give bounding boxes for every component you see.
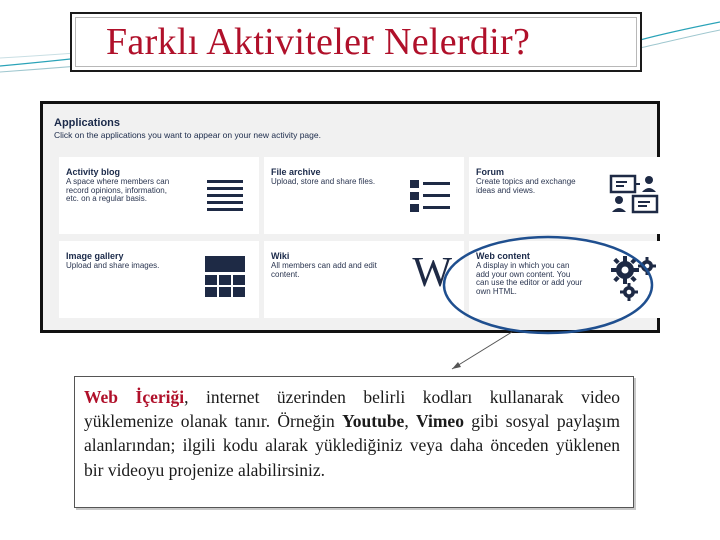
- tile-title: Forum: [476, 167, 504, 177]
- description-comma: ,: [404, 411, 416, 432]
- tile-wiki[interactable]: [264, 241, 464, 318]
- wiki-w-icon: W: [412, 250, 452, 296]
- applications-grid: [59, 157, 657, 321]
- forum-chat-icon: [607, 168, 663, 220]
- applications-heading: Applications: [54, 117, 121, 129]
- gallery-grid-icon: [197, 252, 253, 304]
- gears-icon: [607, 252, 663, 304]
- blog-list-icon: [197, 168, 253, 220]
- tile-web-content[interactable]: [469, 241, 669, 318]
- tile-title: Web content: [476, 251, 530, 261]
- term-youtube: Youtube: [342, 411, 405, 432]
- tile-title: Wiki: [271, 251, 290, 261]
- file-list-icon: [402, 168, 458, 220]
- term-vimeo: Vimeo: [416, 411, 464, 432]
- tile-file-archive[interactable]: [264, 157, 464, 234]
- slide-title: Farklı Aktiviteler Nelerdir?: [106, 21, 531, 63]
- description-text-2: gibi sosyal paylaşım alanlarından; ilgili kodu alarak yüklediğiniz veya daha önceden yüklenen bir videoyu projenize alabilirsiniz.: [84, 411, 620, 480]
- tile-description: Create topics and exchange ideas and views.: [476, 177, 576, 195]
- tile-title: Activity blog: [66, 167, 121, 177]
- term-web-icerigi: Web İçeriği: [84, 387, 185, 407]
- tile-image-gallery[interactable]: [59, 241, 259, 318]
- applications-subheading: Click on the applications you want to appear on your new activity page.: [54, 130, 321, 140]
- tile-description: Upload and share images.: [66, 261, 160, 270]
- tile-description: Upload, store and share files.: [271, 177, 376, 186]
- applications-panel: [40, 101, 660, 333]
- tile-description: All members can add and edit content.: [271, 261, 377, 279]
- description-paragraph: [84, 385, 620, 482]
- title-box: [70, 12, 642, 72]
- tile-activity-blog[interactable]: [59, 157, 259, 234]
- description-text-1: , internet üzerinden belirli kodları kullanarak video yüklemenize olanak tanır. Örneğin: [84, 387, 620, 432]
- tile-description: A display in which you can add your own content. You can use the editor or add your own HTML.: [476, 261, 583, 296]
- tile-forum[interactable]: [469, 157, 669, 234]
- tile-title: Image gallery: [66, 251, 124, 261]
- tile-title: File archive: [271, 167, 321, 177]
- tile-description: A space where members can record opinions, information, etc. on a regular basis.: [66, 177, 170, 204]
- description-box: [74, 376, 634, 508]
